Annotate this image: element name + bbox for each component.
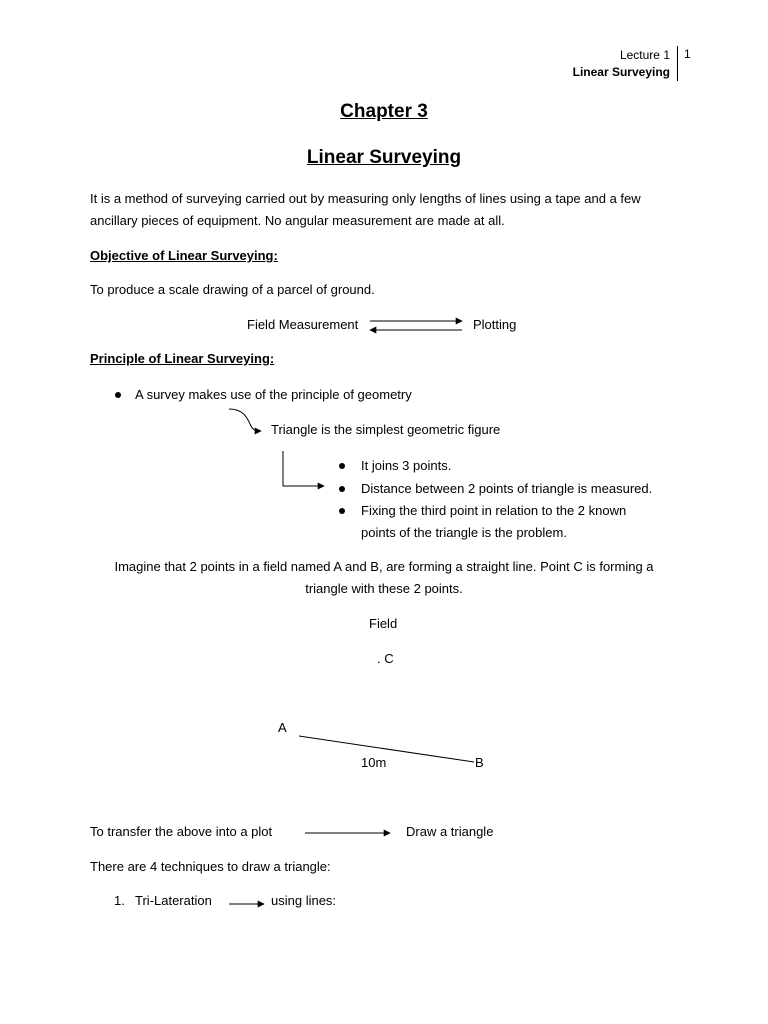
- technique-label: Tri-Lateration: [135, 893, 212, 908]
- sub-bullet-3-cont: points of the triangle is the problem.: [361, 525, 567, 540]
- sub-bullet-1: It joins 3 points.: [361, 458, 452, 473]
- intro-paragraph: It is a method of surveying carried out by measuring only lengths of lines using a tape and a few ancillary pieces of equipment. No angular measurement are made at all.: [90, 191, 641, 228]
- field-label: Field: [369, 616, 398, 631]
- page-title: Linear Surveying: [306, 147, 462, 168]
- point-c-label: . C: [377, 651, 394, 666]
- header-title: Linear Surveying: [572, 65, 670, 79]
- transfer-text: To transfer the above into a plot: [90, 824, 273, 839]
- draw-triangle-text: Draw a triangle: [406, 824, 494, 839]
- chapter-heading: Chapter 3: [340, 101, 428, 122]
- distance-label: 10m: [361, 755, 387, 770]
- objective-heading: Objective of Linear Surveying:: [90, 248, 278, 263]
- objective-text: To produce a scale drawing of a parcel of ground.: [90, 282, 375, 297]
- sub-bullet-2: Distance between 2 points of triangle is measured.: [361, 481, 653, 496]
- point-a-label: A: [278, 720, 287, 735]
- point-b-label: B: [475, 755, 484, 770]
- flow-right-label: Plotting: [473, 317, 517, 332]
- imagine-line-1: Imagine that 2 points in a field named A and B, are forming a straight line. Point C is forming a: [114, 559, 654, 574]
- bracket-arrow: [283, 451, 324, 486]
- flow-left-label: Field Measurement: [247, 317, 359, 332]
- principle-heading: Principle of Linear Surveying:: [90, 351, 275, 366]
- technique-right: using lines:: [271, 893, 337, 908]
- page-number: 1: [684, 47, 691, 61]
- imagine-line-2: triangle with these 2 points.: [305, 581, 463, 596]
- line-ab: [299, 736, 474, 762]
- curved-arrow: [229, 409, 261, 431]
- techniques-intro: There are 4 techniques to draw a triangle:: [90, 859, 331, 874]
- technique-number: 1.: [114, 893, 125, 908]
- sub-bullet-3: Fixing the third point in relation to the 2 known: [361, 503, 627, 518]
- triangle-line: Triangle is the simplest geometric figure: [271, 422, 501, 437]
- principle-bullet: A survey makes use of the principle of geometry: [135, 387, 412, 402]
- header-lecture: Lecture 1: [619, 48, 670, 62]
